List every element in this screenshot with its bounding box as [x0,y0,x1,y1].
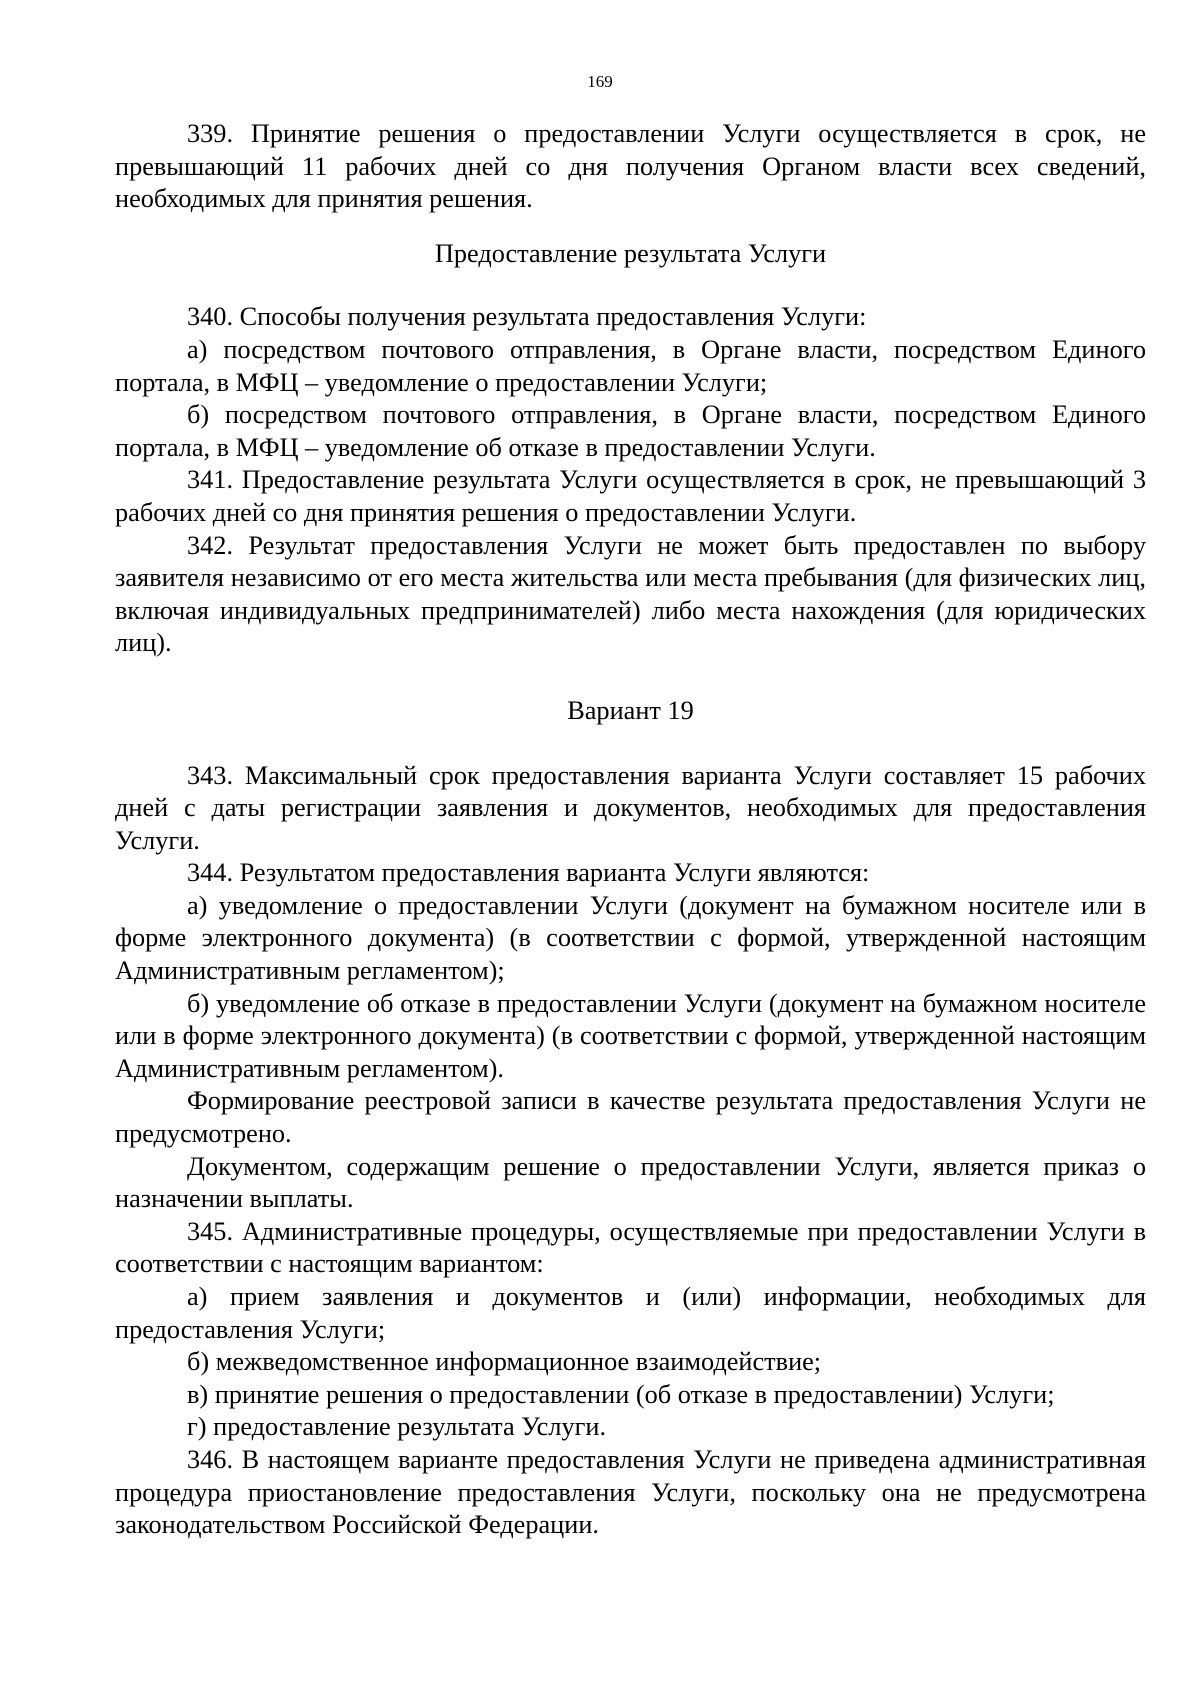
paragraph-344: 344. Результатом предоставления варианта Услуги являются: [187,858,870,888]
paragraph-342: 342. Результат предоставления Услуги не может быть предоставлен по выбору заявителя независимо от его места жительства или места пребывания (для физических лиц, включая индивидуальных предпринимателей) либо места нахождения (для юридических лиц). [115,530,1146,658]
paragraph-345: 345. Административные процедуры, осуществляемые при предоставлении Услуги в соответствии с настоящим вариантом: [115,1216,1146,1279]
paragraph-341: 341. Предоставление результата Услуги осуществляется в срок, не превышающий 3 рабочих дней со дня принятия решения о предоставлении Услуги. [115,465,1146,527]
list-item-345-c: в) принятие решения о предоставлении (об отказе в предоставлении) Услуги; [187,1379,1055,1409]
paragraph-346: 346. В настоящем варианте предоставления Услуги не приведена административная процедура приостановление предоставления Услуги, поскольку она не предусмотрена законодательством Российской Федерации. [115,1444,1146,1540]
list-item-345-a: а) прием заявления и документов и (или) информации, необходимых для предоставления Услуги; [115,1282,1146,1344]
section-heading-result: Предоставление результата Услуги [434,238,827,268]
paragraph-decision-document: Документом, содержащим решение о предоставлении Услуги, является приказ о назначении выплаты. [115,1151,1146,1214]
paragraph-339: 339. Принятие решения о предоставлении Услуги осуществляется в срок, не превышающий 11 рабочих дней со дня получения Органом власти всех сведений, необходимых для принятия решения. [115,119,1146,214]
list-item-344-a: а) уведомление о предоставлении Услуги (документ на бумажном носителе или в форме электронного документа) (в соответствии с формой, утвержденной настоящим Административным регламентом); [115,890,1146,986]
section-heading-variant: Вариант 19 [567,695,694,725]
paragraph-340: 340. Способы получения результата предоставления Услуги: [187,302,867,332]
list-item-340-b: б) посредством почтового отправления, в Органе власти, посредством Единого портала, в МФЦ – уведомление об отказе в предоставлении Услуги. [115,400,1146,462]
list-item-344-b: б) уведомление об отказе в предоставлении Услуги (документ на бумажном носителе или в форме электронного документа) (в соответствии с формой, утвержденной настоящим Административным регламентом). [115,988,1146,1083]
paragraph-registry-record: Формирование реестровой записи в качестве результата предоставления Услуги не предусмотрено. [115,1086,1146,1149]
list-item-345-b: б) межведомственное информационное взаимодействие; [187,1347,822,1377]
document-body [115,118,1146,1542]
paragraph-343: 343. Максимальный срок предоставления варианта Услуги составляет 15 рабочих дней с даты регистрации заявления и документов, необходимых для предоставления Услуги. [115,760,1146,855]
list-item-340-a: а) посредством почтового отправления, в Органе власти, посредством Единого портала, в МФЦ – уведомление о предоставлении Услуги; [115,334,1146,397]
list-item-345-d: г) предоставление результата Услуги. [187,1412,607,1442]
page-number: 169 [587,72,613,91]
